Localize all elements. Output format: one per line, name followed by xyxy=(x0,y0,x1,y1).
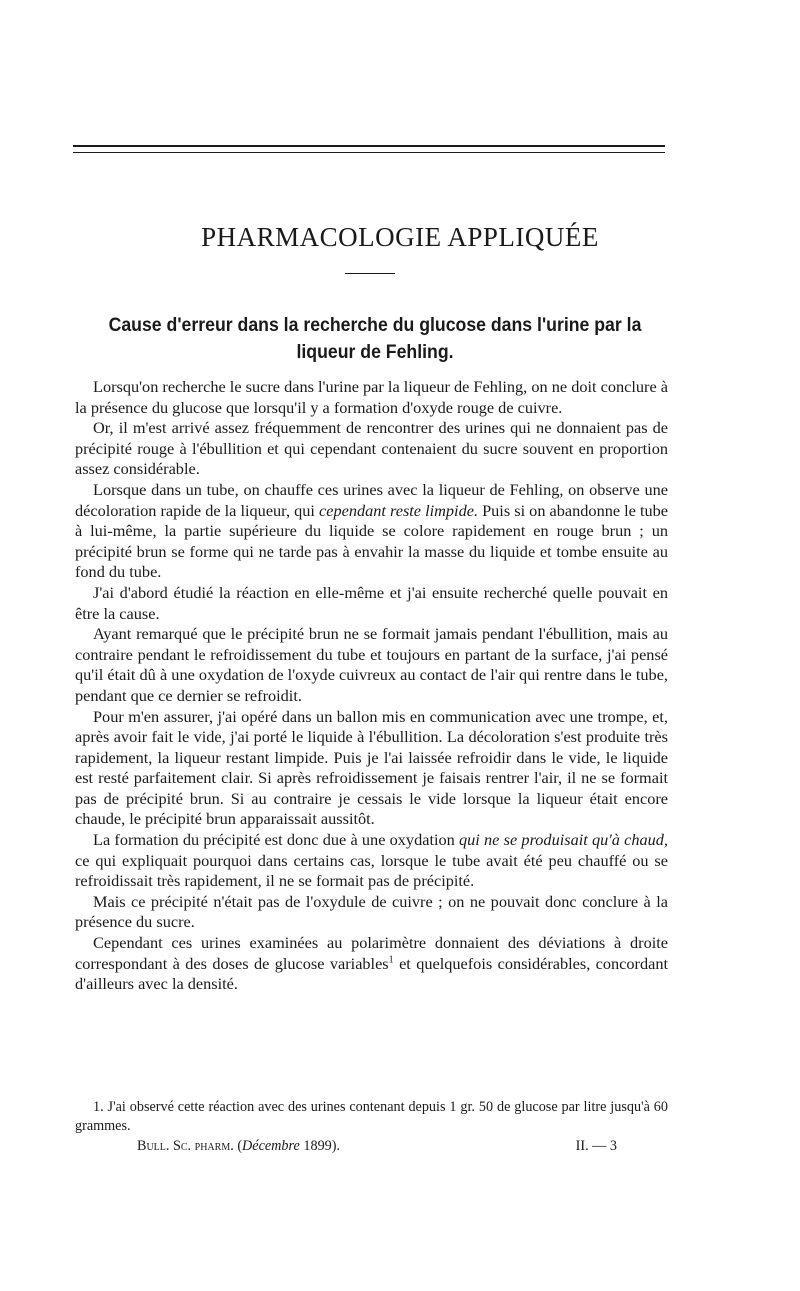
paragraph: J'ai d'abord étudié la réaction en elle-même et j'ai ensuite recherché quelle pouvait en être la cause. xyxy=(75,582,668,623)
section-title: PHARMACOLOGIE APPLIQUÉE xyxy=(201,222,599,252)
footer-month: Décembre xyxy=(242,1138,300,1154)
footnote: 1. J'ai observé cette réaction avec des urines contenant depuis 1 gr. 50 de glucose par litre jusqu'à 60 grammes. xyxy=(75,1099,668,1134)
paragraph: Mais ce précipité n'était pas de l'oxydule de cuivre ; on ne pouvait donc conclure à la présence du sucre. xyxy=(75,891,668,932)
header-rule-thin xyxy=(73,152,665,153)
paragraph: Lorsqu'on recherche le sucre dans l'urine par la liqueur de Fehling, on ne doit conclure à la présence du glucose que lorsqu'il y a formation d'oxyde rouge de cuivre. xyxy=(75,377,668,417)
page-footer xyxy=(137,1138,617,1155)
paragraph: Lorsque dans un tube, on chauffe ces urines avec la liqueur de Fehling, on observe une décoloration rapide de la liqueur, qui cependant reste limpide. Puis si on abandonne le tube à lui-même, la partie supérieure du liquide se colore rapidement en rouge brun ; un précipité brun se forme qui ne tarde pas à envahir la masse du liquide et tombe ensuite au fond du tube. xyxy=(75,479,669,582)
paragraph: Or, il m'est arrivé assez fréquemment de rencontrer des urines qui ne donnaient pas de précipité rouge à l'ébullition et qui cependant contenaient du sucre souvent en proportion assez considérable. xyxy=(75,418,668,479)
article-body xyxy=(75,377,668,995)
paragraph: Pour m'en assurer, j'ai opéré dans un ballon mis en communication avec une trompe, et, après avoir fait le vide, j'ai porté le liquide à l'ébullition. La décoloration s'est produite très rapidement, la liqueur restant limpide. Puis je l'ai laissée refroidir dans le vide, le liquide est resté parfaitement clair. Si après refroidissement je faisais rentrer l'air, il ne se formait pas de précipité brun. Si au contraire je cessais le vide lorsque la liqueur était encore chaude, le précipité brun apparaissait aussitôt. xyxy=(75,706,668,829)
journal-name: Bull. Sc. pharm. xyxy=(137,1138,234,1154)
header-rule-thick xyxy=(73,145,665,147)
article-title: Cause d'erreur dans la recherche du glucose dans l'urine par la liqueur de Fehling. xyxy=(108,315,642,363)
page-number: II. — 3 xyxy=(575,1138,617,1154)
paragraph: Ayant remarqué que le précipité brun ne se formait jamais pendant l'ébullition, mais au contraire pendant le refroidissement du tube et toujours en partant de la surface, j'ai pensé qu'il était dû à une oxydation de l'oxyde cuivreux au contact de l'air qui rentre dans le tube, pendant que ce dernier se refroidit. xyxy=(75,624,668,705)
footnote-marker: 1 xyxy=(388,954,394,966)
footer-citation: Bull. Sc. pharm. (Décembre 1899). xyxy=(137,1138,341,1154)
footer-year: 1899 xyxy=(303,1138,332,1154)
paragraph: La formation du précipité est donc due à une oxydation qui ne se produisait qu'à chaud, ce qui expliquait pourquoi dans certains cas, lorsque le tube avait été peu chauffé ou se refroidissait très rapidement, il ne se formait pas de précipité. xyxy=(75,830,668,891)
paragraph: Cependant ces urines examinées au polarimètre donnaient des déviations à droite correspondant à des doses de glucose variables$^1$ et quelquefois considérables, concordant d'ailleurs avec la densité. xyxy=(75,933,669,994)
title-separator xyxy=(345,273,395,274)
